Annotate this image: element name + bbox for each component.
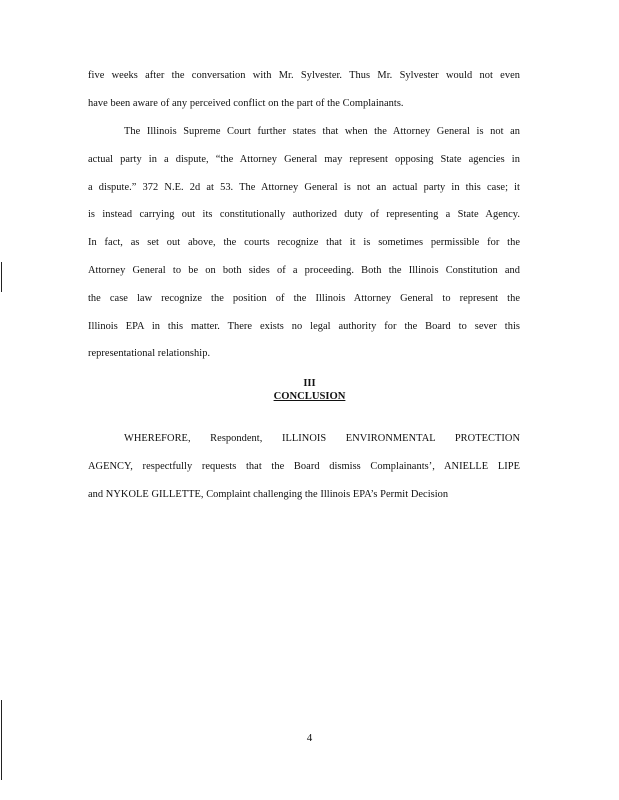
- paragraph-3-line-1: WHEREFORE, Respondent, ILLINOIS ENVIRONMENTAL PROTECTION: [124, 433, 520, 444]
- paragraph-2-line-9: representational relationship.: [88, 348, 211, 359]
- paragraph-2-line-1: The Illinois Supreme Court further states that when the Attorney General is not an: [124, 126, 520, 137]
- scan-edge-mark-bottom: [1, 700, 2, 780]
- paragraph-2-line-2: actual party in a dispute, “the Attorney General may represent opposing State agencies in: [88, 154, 520, 165]
- paragraph-2-line-5: In fact, as set out above, the courts recognize that it is sometimes permissible for the: [88, 237, 520, 248]
- section-title-text: CONCLUSION: [273, 391, 346, 402]
- page-number: 4: [306, 732, 313, 744]
- paragraph-3-line-3: and NYKOLE GILLETTE, Complaint challenging the Illinois EPA’s Permit Decision: [88, 489, 449, 500]
- section-title: [0, 390, 619, 403]
- section-number: III: [303, 378, 316, 389]
- scan-edge-mark: [1, 262, 2, 292]
- paragraph-2-line-7: the case law recognize the position of the Illinois Attorney General to represent the: [88, 293, 520, 304]
- paragraph-2-line-4: is instead carrying out its constitutionally authorized duty of representing a State Agency.: [88, 209, 520, 220]
- paragraph-2-line-6: Attorney General to be on both sides of a proceeding. Both the Illinois Constitution and: [88, 265, 520, 276]
- paragraph-1-line-2: have been aware of any perceived conflict on the part of the Complainants.: [88, 98, 404, 109]
- paragraph-2-line-3: a dispute.” 372 N.E. 2d at 53. The Attorney General is not an actual party in this case; it: [88, 182, 520, 193]
- paragraph-2-line-8: Illinois EPA in this matter. There exists no legal authority for the Board to sever this: [88, 321, 520, 332]
- paragraph-3-line-2: AGENCY, respectfully requests that the Board dismiss Complainants’, ANIELLE LIPE: [88, 461, 520, 472]
- paragraph-1-line-1: five weeks after the conversation with Mr. Sylvester. Thus Mr. Sylvester would not even: [88, 70, 520, 81]
